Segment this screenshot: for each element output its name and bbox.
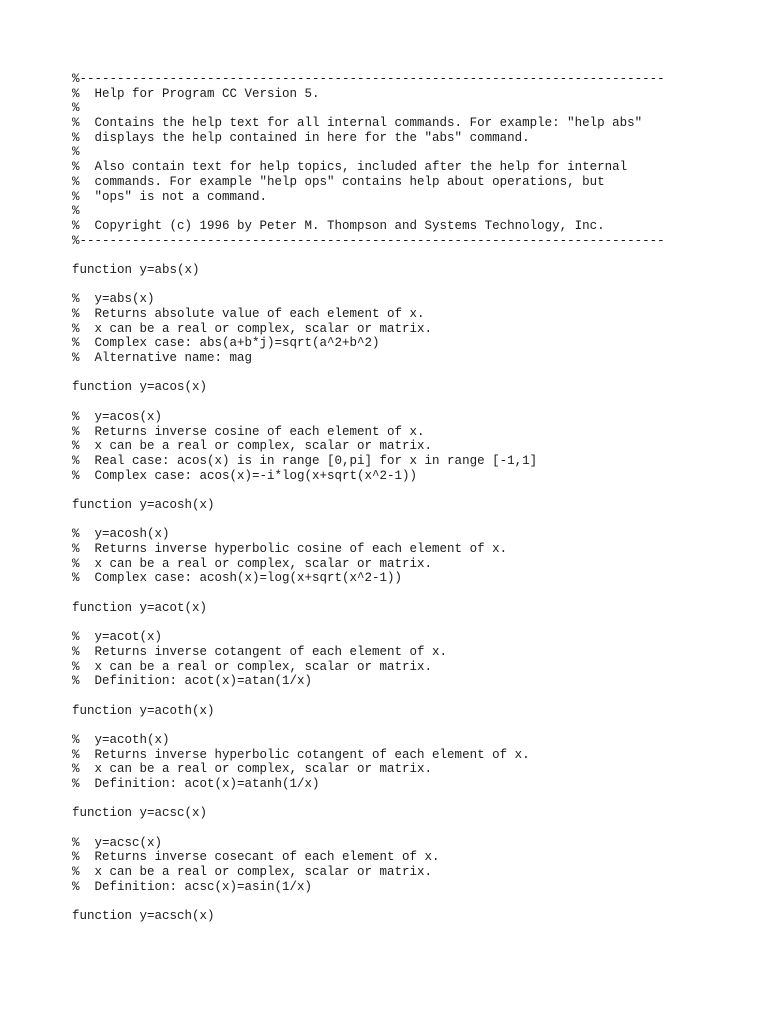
- text-line: %: [72, 204, 80, 219]
- text-line: %------------------------------------------------------------------------------: [72, 233, 665, 248]
- text-line: % Definition: acsc(x)=asin(1/x): [72, 879, 313, 894]
- text-line: % Contains the help text for all internal commands. For example: "help abs": [72, 116, 643, 131]
- text-line: [72, 586, 752, 601]
- text-line: % y=acoth(x): [72, 732, 170, 747]
- text-line: % y=acsc(x): [72, 835, 163, 850]
- text-line: [72, 248, 752, 263]
- text-line: % Returns inverse hyperbolic cotangent of each element of x.: [72, 747, 530, 762]
- text-line: % Also contain text for help topics, included after the help for internal: [72, 160, 628, 175]
- text-line: % Alternative name: mag: [72, 351, 253, 366]
- document-page: [72, 72, 752, 924]
- text-line: [72, 821, 752, 836]
- text-line: % Returns inverse hyperbolic cosine of each element of x.: [72, 542, 508, 556]
- text-line: function y=acot(x): [72, 600, 208, 615]
- text-line: %: [72, 145, 80, 160]
- text-line: [72, 483, 752, 498]
- text-line: % Complex case: acos(x)=-i*log(x+sqrt(x^2-1)): [72, 468, 418, 483]
- text-line: % y=acosh(x): [72, 527, 170, 542]
- text-line: % displays the help contained in here for the "abs" command.: [72, 130, 530, 145]
- text-line: function y=acsch(x): [72, 909, 215, 924]
- text-line: [72, 615, 752, 630]
- text-line: % x can be a real or complex, scalar or matrix.: [72, 439, 433, 454]
- text-line: [72, 366, 752, 381]
- text-line: [72, 278, 752, 293]
- text-line: % Copyright (c) 1996 by Peter M. Thompson and Systems Technology, Inc.: [72, 218, 605, 233]
- text-line: % x can be a real or complex, scalar or matrix.: [72, 865, 433, 880]
- text-line: [72, 395, 752, 410]
- text-line: % Returns inverse cosine of each element of x.: [72, 424, 425, 439]
- text-line: % y=acos(x): [72, 409, 163, 424]
- text-line: [72, 718, 752, 733]
- text-line: % Definition: acot(x)=atanh(1/x): [72, 777, 320, 791]
- text-line: function y=acsc(x): [72, 806, 208, 821]
- text-line: function y=acos(x): [72, 380, 208, 395]
- text-line: % x can be a real or complex, scalar or matrix.: [72, 556, 433, 571]
- text-line: [72, 895, 752, 910]
- text-line: % Complex case: abs(a+b*j)=sqrt(a^2+b^2): [72, 336, 380, 351]
- text-line: % Returns inverse cotangent of each element of x.: [72, 644, 448, 659]
- text-line: %: [72, 101, 80, 116]
- text-line: function y=acosh(x): [72, 497, 215, 512]
- text-line: [72, 513, 752, 528]
- text-line: % "ops" is not a command.: [72, 189, 268, 204]
- text-line: % Definition: acot(x)=atan(1/x): [72, 674, 313, 689]
- text-line: % x can be a real or complex, scalar or matrix.: [72, 762, 433, 777]
- text-line: % Complex case: acosh(x)=log(x+sqrt(x^2-1)): [72, 571, 403, 586]
- text-line: % Help for Program CC Version 5.: [72, 86, 320, 101]
- text-line: % x can be a real or complex, scalar or matrix.: [72, 659, 433, 674]
- text-line: % commands. For example "help ops" contains help about operations, but: [72, 174, 605, 189]
- text-line: function y=abs(x): [72, 262, 200, 277]
- text-line: % y=acot(x): [72, 630, 163, 645]
- text-line: % Returns absolute value of each element of x.: [72, 307, 425, 321]
- text-line: %------------------------------------------------------------------------------: [72, 72, 665, 86]
- text-line: % y=abs(x): [72, 292, 155, 307]
- text-line: % Real case: acos(x) is in range [0,pi] for x in range [-1,1]: [72, 453, 538, 468]
- text-line: [72, 689, 752, 704]
- text-line: [72, 792, 752, 807]
- text-line: % Returns inverse cosecant of each element of x.: [72, 850, 440, 865]
- text-line: function y=acoth(x): [72, 703, 215, 718]
- text-line: % x can be a real or complex, scalar or matrix.: [72, 321, 433, 336]
